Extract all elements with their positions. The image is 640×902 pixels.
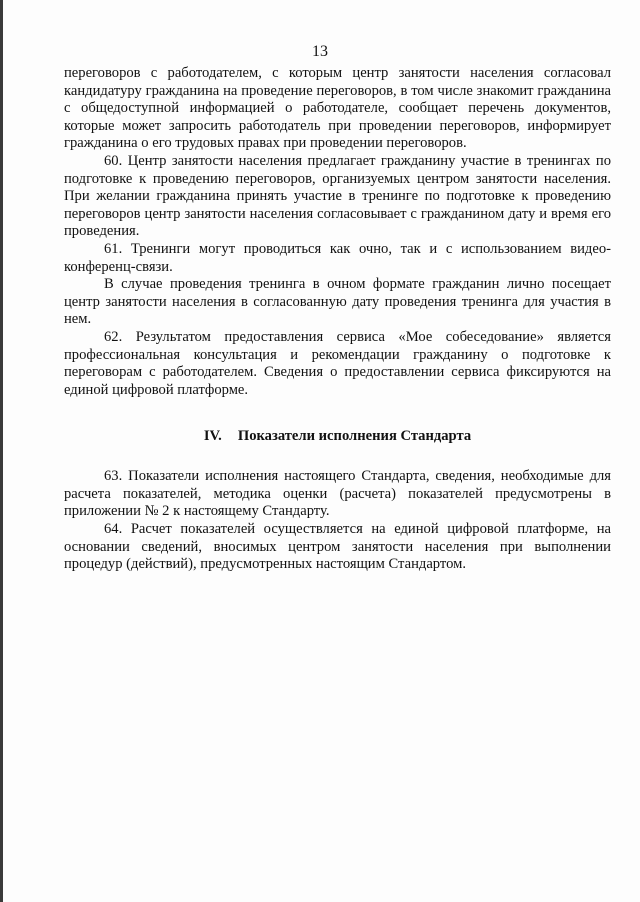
paragraph-continuation: переговоров с работодателем, с которым центр занятости населения согласовал кандидатуру гражданина на проведение переговоров, в том числе знакомит гражданина с общедоступной информацией о работодателе, сообщает перечень документов, которые может запросить работодатель при проведении переговоров, информирует гражданина о его трудовых правах при проведении переговоров. — [64, 65, 611, 152]
paragraph-61-continued: В случае проведения тренинга в очном формате гражданин лично посещает центр занятости населения в согласованную дату проведения тренинга для участия в нем. — [64, 276, 611, 328]
scan-edge — [0, 0, 3, 902]
paragraph-63: 63. Показатели исполнения настоящего Стандарта, сведения, необходимые для расчета показателей, методика оценки (расчета) показателей предусмотрены в приложении № 2 к настоящему Стандарту. — [64, 468, 611, 520]
section-number: IV. — [203, 428, 222, 445]
section-title: Показатели исполнения Стандарта — [237, 428, 472, 445]
section-heading — [64, 427, 611, 445]
paragraph-62: 62. Результатом предоставления сервиса «Мое собеседование» является профессиональная консультация и рекомендации гражданину о подготовке к переговорам с работодателем. Сведения о предоставлении сервиса фиксируются на единой цифровой платформе. — [64, 328, 611, 398]
paragraph-60: 60. Центр занятости населения предлагает гражданину участие в тренингах по подготовке к проведению переговоров, организуемых центром занятости населения. При желании гражданина принять участие в тренинге по подготовке к проведению переговоров центр занятости населения согласовывает с гражданином дату и время его проведения. — [64, 152, 611, 240]
page-number: 13 — [312, 43, 328, 60]
document-body — [64, 65, 611, 574]
paragraph-64: 64. Расчет показателей осуществляется на единой цифровой платформе, на основании сведений, вносимых центром занятости населения при выполнении процедур (действий), предусмотренных настоящим Стандартом. — [64, 521, 611, 573]
paragraph-61: 61. Тренинги могут проводиться как очно, так и с использованием видео-конференц-связи. — [64, 240, 611, 275]
